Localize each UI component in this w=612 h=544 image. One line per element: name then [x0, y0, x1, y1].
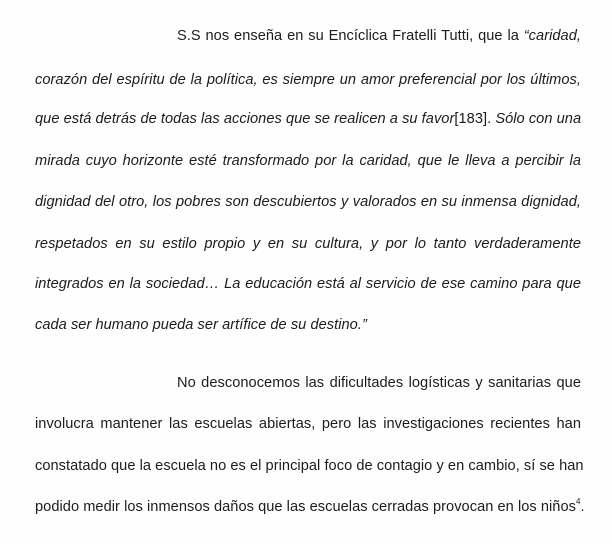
- citation-ref: [183].: [454, 111, 496, 127]
- paragraph-1-line-1: [177, 27, 581, 45]
- italic-text-run: Sólo con una: [495, 111, 582, 127]
- paragraph-1-line-2: corazón del espíritu de la política, es siempre un amor preferencial por los últimos,: [35, 72, 581, 88]
- paragraph-1-line-4: mirada cuyo horizonte esté transformado por la caridad, que le lleva a percibir la: [35, 153, 581, 169]
- text-run: S.S nos enseña en su Encíclica Fratelli Tutti, que la: [177, 28, 524, 44]
- paragraph-1-line-6: respetados en su estilo propio y en su cultura, y por lo tanto verdaderamente: [35, 236, 581, 252]
- paragraph-1-line-8: cada ser humano pueda ser artífice de su destino.”: [35, 317, 367, 333]
- paragraph-1-line-7: integrados en la sociedad… La educación está al servicio de ese camino para que: [35, 276, 581, 292]
- italic-text-run: “caridad,: [523, 28, 581, 44]
- text-run: podido medir los inmensos daños que las escuelas cerradas provocan en los niños: [35, 499, 576, 515]
- paragraph-1-line-3: [35, 110, 581, 128]
- paragraph-2-line-2: involucra mantener las escuelas abiertas, pero las investigaciones recientes han: [35, 416, 581, 432]
- footnote-ref[interactable]: 4: [576, 497, 581, 507]
- paragraph-2-line-4: podido medir los inmensos daños que las escuelas cerradas provocan en los niños$^4$.: [35, 497, 585, 515]
- paragraph-2-line-3: constatado que la escuela no es el principal foco de contagio y en cambio, sí se han: [35, 458, 584, 474]
- paragraph-2-line-1: No desconocemos las dificultades logísticas y sanitarias que: [177, 375, 581, 391]
- paragraph-1-line-5: dignidad del otro, los pobres son descubiertos y valorados en su inmensa dignidad,: [35, 194, 581, 210]
- italic-text-run: que está detrás de todas las acciones que se realicen a su favor: [35, 111, 455, 127]
